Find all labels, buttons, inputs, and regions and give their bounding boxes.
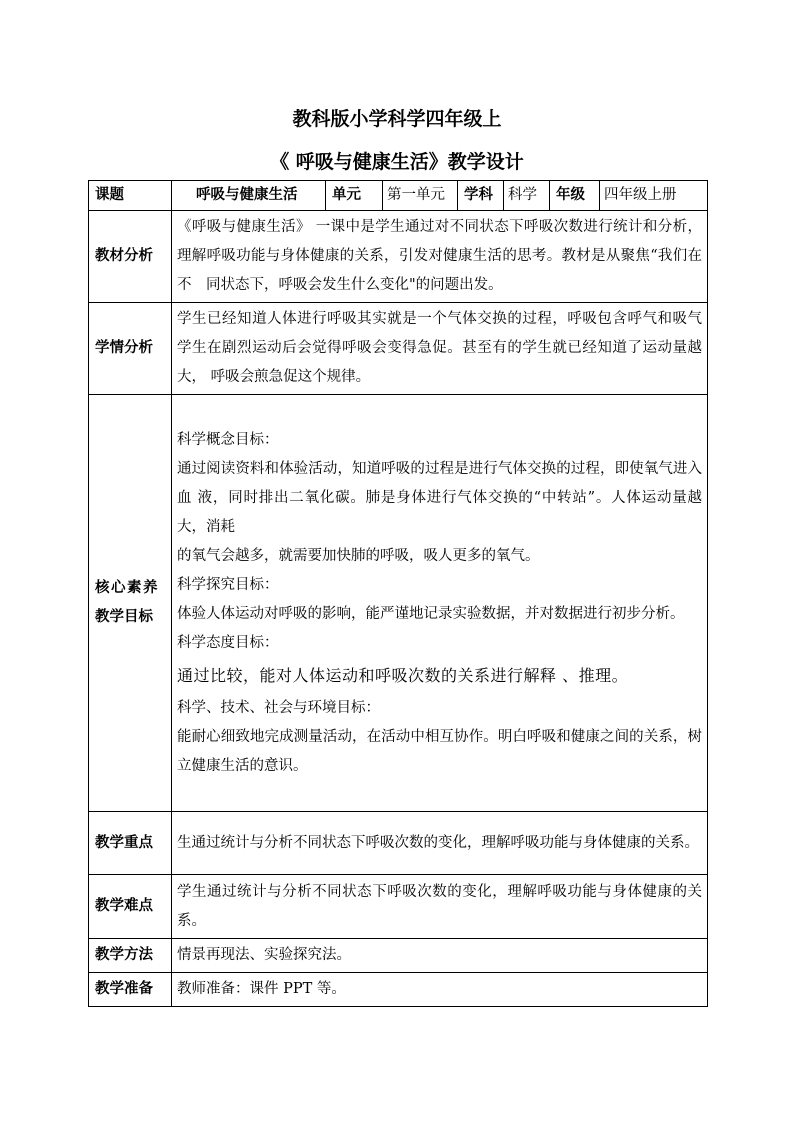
method-row xyxy=(89,939,708,973)
method-text: 情景再现法、实验探究法。 xyxy=(172,939,708,973)
material-row xyxy=(89,211,708,303)
material-text: 《呼吸与健康生活》 一课中是学生通过对不同状态下呼吸次数进行统计和分析， 理解呼吸功能与身体健康的关系，引发对健康生活的思考。教材是从聚焦“我们在不 同状态下，呼吸会发生什么变化"的问题出发。 xyxy=(172,211,708,303)
inquiry-text: 体验人体运动对呼吸的影响，能严谨地记录实验数据，并对数据进行初步分析。 xyxy=(177,605,685,622)
difficulty-row xyxy=(89,875,708,939)
sts-text: 能耐心细致地完成测量活动，在活动中相互协作。明白呼吸和健康之间的关系，树立健康生活的意识。 xyxy=(177,728,702,774)
concept-text-1: 通过阅读资料和体验活动，知道呼吸的过程是进行气体交换的过程，即使氧气进入血 液，同时排出二氧化碳。肺是身体进行气体交换的“中转站”。人体运动量越大，消耗 xyxy=(177,460,702,535)
attitude-heading: 科学态度目标： xyxy=(177,634,279,651)
topic-value: 呼吸与健康生活 xyxy=(172,181,326,211)
grade-value: 四年级上册 xyxy=(600,181,708,211)
attitude-text: 通过比较，能对人体运动和呼吸次数的关系进行解释 、推理。 xyxy=(177,665,629,685)
goals-row xyxy=(89,395,708,812)
goals-label-line2: 教学目标 xyxy=(95,609,153,625)
key-point-label: 教学重点 xyxy=(89,812,172,875)
unit-label: 单元 xyxy=(326,181,383,211)
preparation-label: 教学准备 xyxy=(89,973,172,1007)
concept-heading: 科学概念目标： xyxy=(177,431,279,448)
inquiry-heading: 科学探究目标： xyxy=(177,576,279,593)
grade-label: 年级 xyxy=(550,181,600,211)
students-text: 学生已经知道人体进行呼吸其实就是一个气体交换的过程，呼吸包含呼气和吸气 学生在剧烈运动后会觉得呼吸会变得急促。甚至有的学生就已经知道了运动量越大， 呼吸会煎急促这个规律。 xyxy=(172,303,708,395)
sts-heading: 科学、技术、社会与环境目标： xyxy=(177,699,380,716)
students-label: 学情分析 xyxy=(89,303,172,395)
preparation-row xyxy=(89,973,708,1007)
unit-value: 第一单元 xyxy=(383,181,458,211)
goals-label-line1: 核心素养 xyxy=(95,580,159,596)
subject-value: 科学 xyxy=(504,181,550,211)
method-label: 教学方法 xyxy=(89,939,172,973)
document-title: 教科版小学科学四年级上 xyxy=(292,108,502,130)
concept-text-2: 的氧气会越多，就需要加快肺的呼吸，吸人更多的氧气。 xyxy=(177,547,540,564)
students-row xyxy=(89,303,708,395)
header-row xyxy=(89,181,708,211)
difficulty-text: 学生通过统计与分析不同状态下呼吸次数的变化，理解呼吸功能与身体健康的关系。 xyxy=(172,875,708,939)
goals-label xyxy=(89,395,172,812)
key-point-row xyxy=(89,812,708,875)
material-label: 教材分析 xyxy=(89,211,172,303)
subject-label: 学科 xyxy=(458,181,504,211)
preparation-text: 教师准备：课件 PPT 等。 xyxy=(172,973,708,1007)
difficulty-label: 教学难点 xyxy=(89,875,172,939)
goals-content xyxy=(172,395,708,812)
topic-label: 课题 xyxy=(89,181,172,211)
lesson-plan-table xyxy=(88,180,717,1007)
document-subtitle: 《 呼吸与健康生活》教学设计 xyxy=(270,151,524,173)
key-point-text: 生通过统计与分析不同状态下呼吸次数的变化，理解呼吸功能与身体健康的关系。 xyxy=(172,812,708,875)
